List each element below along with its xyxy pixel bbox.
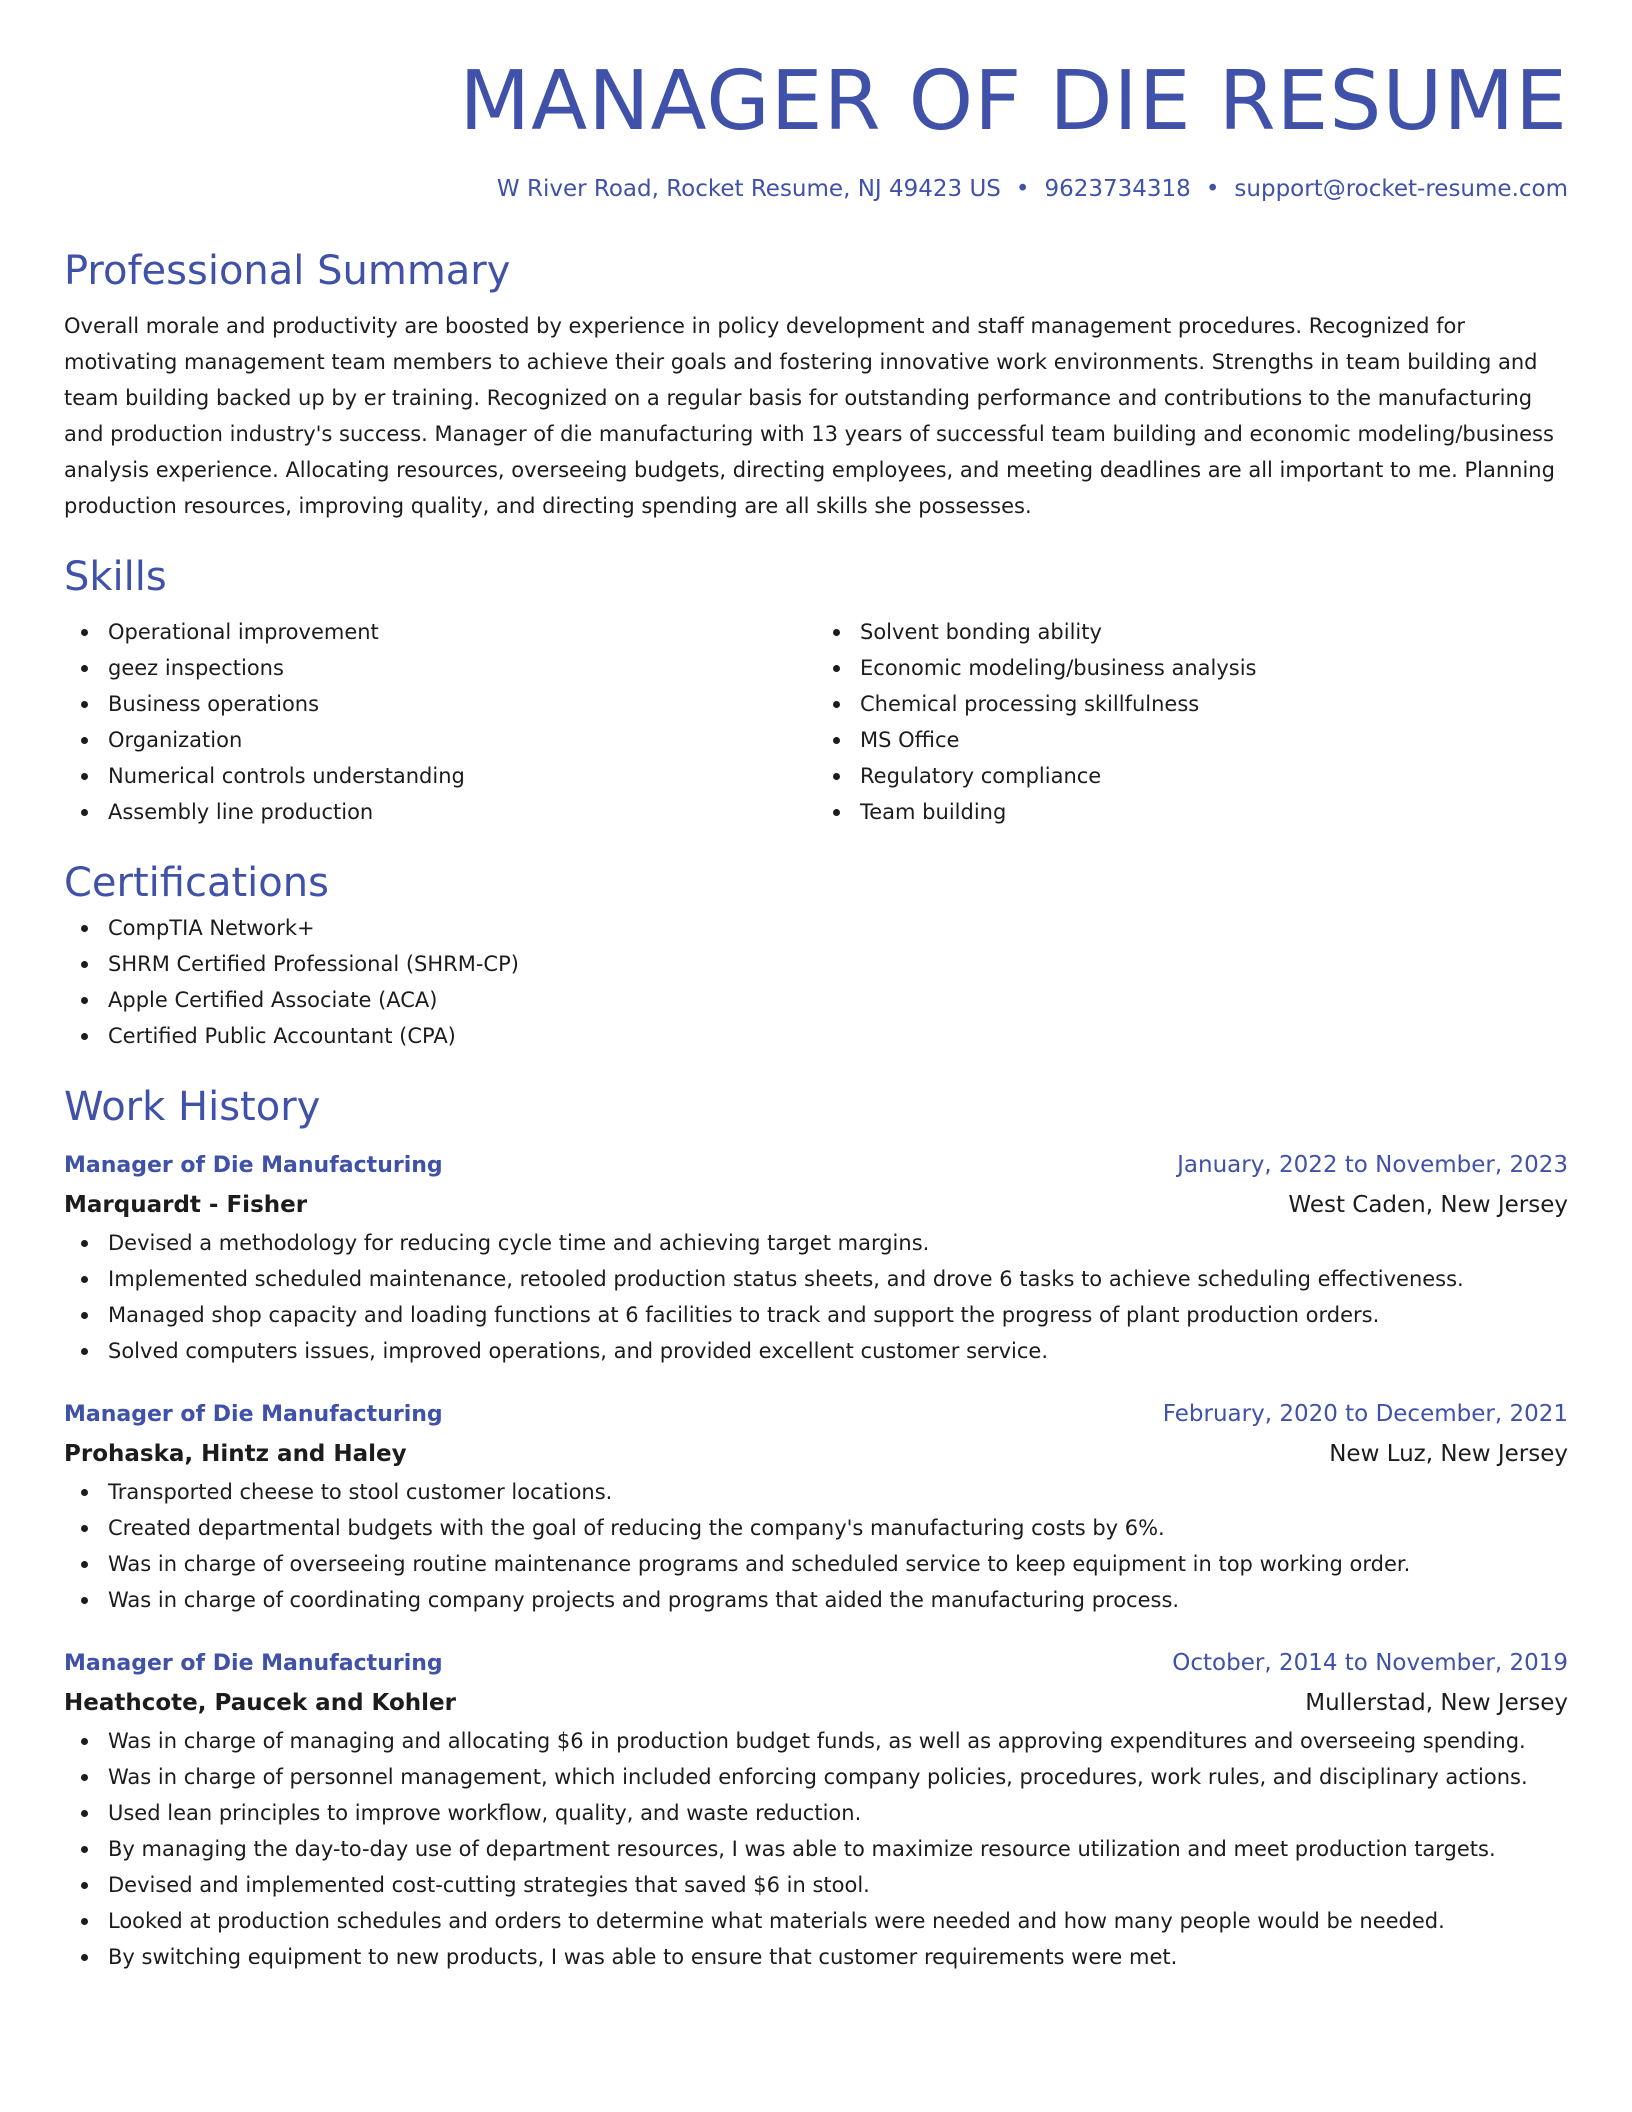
skill-item: Economic modeling/business analysis (860, 650, 1568, 686)
skills-grid (64, 614, 1568, 830)
job-entry (64, 1146, 1568, 1369)
job-company: Heathcote, Paucek and Kohler (64, 1690, 456, 1716)
job-dates: January, 2022 to November, 2023 (1177, 1152, 1568, 1178)
skills-list-right (816, 614, 1568, 830)
job-location: West Caden, New Jersey (1288, 1192, 1568, 1218)
contact-separator: • (1205, 176, 1220, 202)
contact-line (64, 172, 1568, 206)
contact-separator: • (1015, 176, 1030, 202)
contact-address: W River Road, Rocket Resume, NJ 49423 US (496, 176, 1001, 202)
work-history-heading: Work History (64, 1084, 321, 1130)
job-company-row (64, 1185, 1568, 1225)
contact-email: support@rocket-resume.com (1234, 176, 1568, 202)
resume-name: MANAGER OF DIE RESUME (459, 54, 1568, 149)
contact-phone: 9623734318 (1044, 176, 1191, 202)
skill-item: Business operations (108, 686, 816, 722)
skill-item: Organization (108, 722, 816, 758)
certification-item: Apple Certified Associate (ACA) (108, 982, 1568, 1018)
job-bullet: By managing the day-to-day use of department resources, I was able to maximize resource utilization and meet production targets. (108, 1831, 1568, 1867)
job-entry (64, 1644, 1568, 1975)
certifications-list (64, 910, 1568, 1054)
job-bullet-list (64, 1474, 1568, 1618)
job-bullet: Solved computers issues, improved operations, and provided excellent customer service. (108, 1333, 1568, 1369)
skill-item: Team building (860, 794, 1568, 830)
skill-item: MS Office (860, 722, 1568, 758)
job-bullet: Transported cheese to stool customer locations. (108, 1474, 1568, 1510)
skills-column-left (64, 614, 816, 830)
skill-item: Numerical controls understanding (108, 758, 816, 794)
skill-item: geez inspections (108, 650, 816, 686)
certification-item: Certified Public Accountant (CPA) (108, 1018, 1568, 1054)
skill-item: Assembly line production (108, 794, 816, 830)
job-header-row (64, 1395, 1568, 1434)
summary-text: Overall morale and productivity are boosted by experience in policy development and staff management procedures. Recognized for motivating management team members to achieve their goals and fostering innovative work environments. Strengths in team building and team building backed up by er training. Recognized on a regular basis for outstanding performance and contributions to the manufacturing and production industry's success. Manager of die manufacturing with 13 years of successful team building and economic modeling/business analysis experience. Allocating resources, overseeing budgets, directing employees, and meeting deadlines are all important to me. Planning production resources, improving quality, and directing spending are all skills she possesses. (64, 314, 1555, 518)
job-title: Manager of Die Manufacturing (64, 1402, 443, 1427)
job-bullet: Was in charge of coordinating company projects and programs that aided the manufacturing process. (108, 1582, 1568, 1618)
certification-item: CompTIA Network+ (108, 910, 1568, 946)
job-dates: February, 2020 to December, 2021 (1162, 1401, 1568, 1427)
job-company: Marquardt - Fisher (64, 1192, 308, 1218)
skills-list-left (64, 614, 816, 830)
job-bullet: Managed shop capacity and loading functions at 6 facilities to track and support the progress of plant production orders. (108, 1297, 1568, 1333)
summary-heading: Professional Summary (64, 248, 511, 294)
job-bullet: Created departmental budgets with the goal of reducing the company's manufacturing costs by 6%. (108, 1510, 1568, 1546)
skill-item: Chemical processing skillfulness (860, 686, 1568, 722)
skills-column-right (816, 614, 1568, 830)
job-bullet-list (64, 1723, 1568, 1975)
skill-item: Regulatory compliance (860, 758, 1568, 794)
job-bullet: Was in charge of managing and allocating $6 in production budget funds, as well as approving expenditures and overseeing spending. (108, 1723, 1568, 1759)
certification-item: SHRM Certified Professional (SHRM-CP) (108, 946, 1568, 982)
job-location: Mullerstad, New Jersey (1305, 1690, 1568, 1716)
job-header-row (64, 1644, 1568, 1683)
job-title: Manager of Die Manufacturing (64, 1651, 443, 1676)
job-dates: October, 2014 to November, 2019 (1172, 1650, 1568, 1676)
job-entry (64, 1395, 1568, 1618)
job-bullet: Used lean principles to improve workflow, quality, and waste reduction. (108, 1795, 1568, 1831)
job-bullet: Devised and implemented cost-cutting strategies that saved $6 in stool. (108, 1867, 1568, 1903)
job-bullet: Was in charge of overseeing routine maintenance programs and scheduled service to keep equipment in top working order. (108, 1546, 1568, 1582)
certifications-heading: Certifications (64, 860, 329, 906)
skill-item: Solvent bonding ability (860, 614, 1568, 650)
job-bullet: Looked at production schedules and orders to determine what materials were needed and how many people would be needed. (108, 1903, 1568, 1939)
job-bullet: By switching equipment to new products, I was able to ensure that customer requirements were met. (108, 1939, 1568, 1975)
job-bullet: Was in charge of personnel management, which included enforcing company policies, procedures, work rules, and disciplinary actions. (108, 1759, 1568, 1795)
skill-item: Operational improvement (108, 614, 816, 650)
job-location: New Luz, New Jersey (1329, 1441, 1568, 1467)
job-title: Manager of Die Manufacturing (64, 1153, 443, 1178)
job-company-row (64, 1683, 1568, 1723)
job-company: Prohaska, Hintz and Haley (64, 1441, 407, 1467)
job-header-row (64, 1146, 1568, 1185)
skills-heading: Skills (64, 554, 167, 600)
job-bullet-list (64, 1225, 1568, 1369)
job-bullet: Implemented scheduled maintenance, retooled production status sheets, and drove 6 tasks to achieve scheduling effectiveness. (108, 1261, 1568, 1297)
job-company-row (64, 1434, 1568, 1474)
job-bullet: Devised a methodology for reducing cycle time and achieving target margins. (108, 1225, 1568, 1261)
